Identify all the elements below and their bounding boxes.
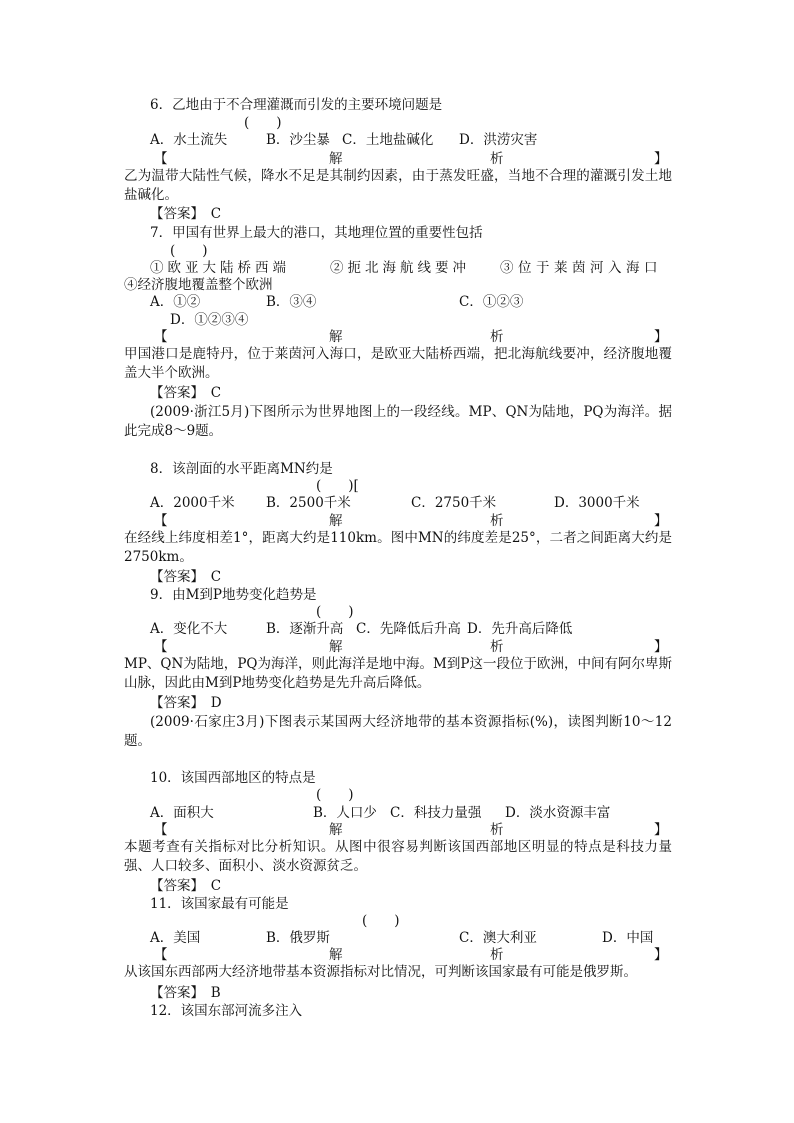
intro-8-9: (2009·浙江5月)下图所示为世界地图上的一段经线。MP、QN为陆地，PQ为海洋。据此完成8～9题。 xyxy=(124,404,672,439)
q9-option-a: A．变化不大 xyxy=(150,621,228,637)
q11-option-d: D．中国 xyxy=(602,930,654,946)
q6-option-c: C．土地盐碱化 xyxy=(342,132,434,148)
q9-answer: 【答案】 D xyxy=(150,695,222,711)
q9-option-d: D．先升高后降低 xyxy=(467,621,573,637)
explain-char-jie: 解 xyxy=(329,151,343,167)
q11-option-b: B．俄罗斯 xyxy=(266,930,330,946)
q8-stem: 8．该剖面的水平距离MN约是 xyxy=(150,461,333,477)
q7-item-2: ②扼北海航线要冲 xyxy=(330,260,470,276)
explain-bracket-open: 【 xyxy=(154,151,168,167)
q8-option-b: B．2500千米 xyxy=(266,495,351,511)
q7-item-4: ④经济腹地覆盖整个欧洲 xyxy=(124,277,273,293)
explain-bracket-open: 【 xyxy=(154,822,168,838)
intro-10-12: (2009·石家庄3月)下图表示某国两大经济地带的基本资源指标(%)，读图判断10～12题。 xyxy=(124,714,672,749)
explain-char-jie: 解 xyxy=(329,513,343,529)
q6-option-b: B．沙尘暴 xyxy=(266,132,330,148)
q8-explain-header xyxy=(124,512,670,530)
q6-stem: 6．乙地由于不合理灌溉而引发的主要环境问题是 xyxy=(150,97,443,113)
q6-explain-header xyxy=(124,150,670,168)
explain-bracket-open: 【 xyxy=(154,639,168,655)
explain-char-jie: 解 xyxy=(329,822,343,838)
q11-paren: ( ) xyxy=(362,913,400,929)
q7-option-d: D．①②③④ xyxy=(170,312,249,328)
q11-stem: 11．该国家最有可能是 xyxy=(150,896,289,912)
q11-option-c: C．澳大利亚 xyxy=(459,930,537,946)
q10-answer: 【答案】 C xyxy=(150,878,222,894)
q11-explain-header xyxy=(124,946,670,964)
q8-option-a: A．2000千米 xyxy=(150,495,235,511)
q10-explanation: 本题考查有关指标对比分析知识。从图中很容易判断该国西部地区明显的特点是科技力量强、人口较多、面积小、淡水资源贫乏。 xyxy=(124,839,672,874)
q10-option-b: B．人口少 xyxy=(313,805,377,821)
q10-option-c: C．科技力量强 xyxy=(390,805,482,821)
explain-bracket-close: 】 xyxy=(654,947,668,963)
explain-bracket-open: 【 xyxy=(154,513,168,529)
explain-bracket-close: 】 xyxy=(654,151,668,167)
q11-option-a: A．美国 xyxy=(150,930,201,946)
q9-stem: 9．由M到P地势变化趋势是 xyxy=(150,587,317,603)
q9-paren: ( ) xyxy=(316,604,354,620)
q7-option-c: C．①②③ xyxy=(459,294,524,310)
q9-explain-header xyxy=(124,638,670,656)
explain-bracket-close: 】 xyxy=(654,329,668,345)
q7-options xyxy=(124,293,670,311)
q7-option-b: B．③④ xyxy=(266,294,317,310)
q10-explain-header xyxy=(124,821,670,839)
q8-explanation: 在经线上纬度相差1°，距离大约是110km。图中MN的纬度差是25°，二者之间距离大约是2750km。 xyxy=(124,530,672,565)
explain-bracket-open: 【 xyxy=(154,329,168,345)
q9-option-b: B．逐渐升高 xyxy=(266,621,344,637)
q8-option-d: D．3000千米 xyxy=(554,495,640,511)
q11-options xyxy=(124,929,670,947)
explain-char-jie: 解 xyxy=(329,329,343,345)
q7-item-3: ③位于莱茵河入海口 xyxy=(500,260,662,276)
q6-answer: 【答案】 C xyxy=(150,206,222,222)
explain-char-jie: 解 xyxy=(329,639,343,655)
explain-char-xi: 析 xyxy=(490,151,504,167)
explain-char-xi: 析 xyxy=(490,639,504,655)
q10-option-a: A．面积大 xyxy=(150,805,214,821)
explain-char-xi: 析 xyxy=(490,329,504,345)
q7-stem: 7．甲国有世界上最大的港口，其地理位置的重要性包括 xyxy=(150,225,483,241)
q10-paren: ( ) xyxy=(316,787,354,803)
explain-char-xi: 析 xyxy=(490,513,504,529)
explain-char-xi: 析 xyxy=(490,947,504,963)
q10-option-d: D．淡水资源丰富 xyxy=(505,805,611,821)
q7-items xyxy=(124,259,670,277)
q6-explanation: 乙为温带大陆性气候，降水不足是其制约因素，由于蒸发旺盛，当地不合理的灌溉引发土地盐碱化。 xyxy=(124,168,672,203)
q8-options xyxy=(124,494,670,512)
q6-option-d: D．洪涝灾害 xyxy=(459,132,538,148)
q9-explanation: MP、QN为陆地，PQ为海洋，则此海洋是地中海。M到P这一段位于欧洲，中间有阿尔卑斯山脉，因此由M到P地势变化趋势是先升高后降低。 xyxy=(124,656,672,691)
q7-answer: 【答案】 C xyxy=(150,385,222,401)
q8-option-c: C．2750千米 xyxy=(411,495,497,511)
q10-stem: 10．该国西部地区的特点是 xyxy=(150,770,316,786)
q11-explanation: 从该国东西部两大经济地带基本资源指标对比情况，可判断该国家最有可能是俄罗斯。 xyxy=(124,964,637,980)
explain-bracket-close: 】 xyxy=(654,822,668,838)
q9-options xyxy=(124,620,670,638)
q6-options xyxy=(124,131,670,149)
explain-char-xi: 析 xyxy=(490,822,504,838)
q9-option-c: C．先降低后升高 xyxy=(356,621,461,637)
q10-options xyxy=(124,804,670,822)
q7-explanation: 甲国港口是鹿特丹，位于莱茵河入海口，是欧亚大陆桥西端，把北海航线要冲，经济腹地覆盖大半个欧洲。 xyxy=(124,346,672,381)
explain-char-jie: 解 xyxy=(329,947,343,963)
q6-paren: ( ) xyxy=(244,115,282,131)
explain-bracket-open: 【 xyxy=(154,947,168,963)
q7-explain-header xyxy=(124,328,670,346)
explain-bracket-close: 】 xyxy=(654,639,668,655)
q7-paren: ( ) xyxy=(170,243,208,259)
q11-answer: 【答案】 B xyxy=(150,985,221,1001)
explain-bracket-close: 】 xyxy=(654,513,668,529)
q8-answer: 【答案】 C xyxy=(150,569,222,585)
q8-paren: ( )[ xyxy=(316,478,359,494)
q12-stem: 12．该国东部河流多注入 xyxy=(150,1003,303,1019)
q6-option-a: A．水土流失 xyxy=(150,132,228,148)
q7-item-1: ①欧亚大陆桥西端 xyxy=(150,260,290,276)
q7-option-a: A．①② xyxy=(150,294,201,310)
